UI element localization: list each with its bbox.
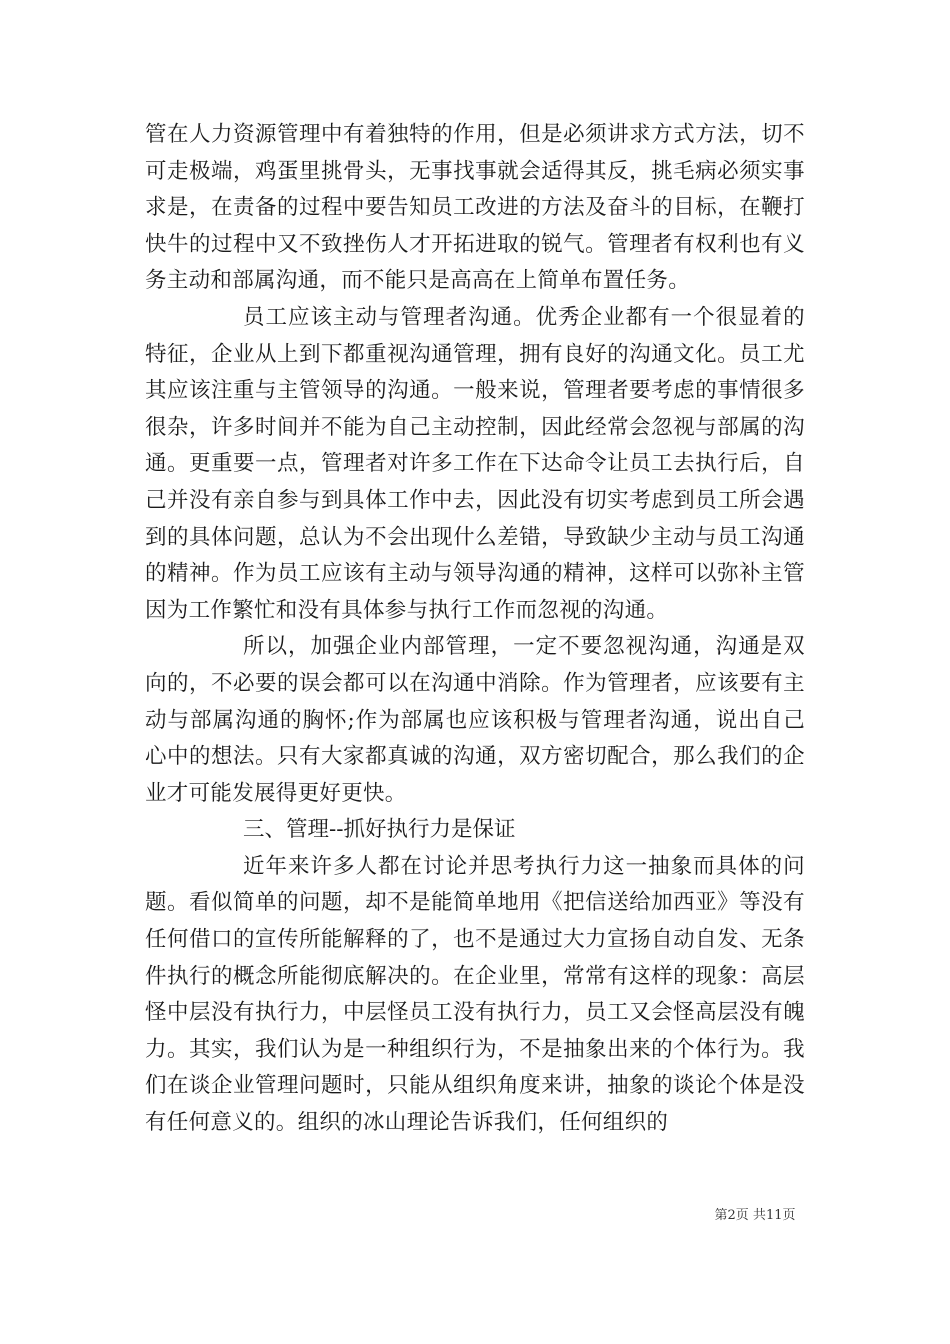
section-heading: 三、管理--抓好执行力是保证: [243, 817, 516, 843]
footer-middle: 页 共: [735, 1208, 766, 1223]
paragraph-1: 管在人力资源管理中有着独特的作用，但是必须讲求方式方法，切不可走极端，鸡蛋里挑骨头，无事找事就会适得其反，挑毛病必须实事求是，在责备的过程中要告知员工改进的方法及奋斗的目标，在鞭打快牛的过程中又不致挫伤人才开拓进取的锐气。管理者有权利也有义务主动和部属沟通，而不能只是高高在上简单布置任务。: [145, 122, 805, 294]
footer-current-page: 2: [727, 1208, 736, 1223]
footer-prefix: 第: [714, 1208, 728, 1223]
footer-total-pages: 11: [765, 1208, 783, 1223]
footer-suffix: 页: [782, 1208, 796, 1223]
paragraph-3: 所以，加强企业内部管理，一定不要忽视沟通，沟通是双向的，不必要的误会都可以在沟通中消除。作为管理者，应该要有主动与部属沟通的胸怀;作为部属也应该积极与管理者沟通，说出自己心中的想法。只有大家都真诚的沟通，双方密切配合，那么我们的企业才可能发展得更好更快。: [145, 634, 805, 806]
paragraph-4: 近年来许多人都在讨论并思考执行力这一抽象而具体的问题。看似简单的问题，却不是能简单地用《把信送给加西亚》等没有任何借口的宣传所能解释的了，也不是通过大力宣扬自动自发、无条件执行的概念所能彻底解决的。在企业里，常常有这样的现象：高层怪中层没有执行力，中层怪员工没有执行力，员工又会怪高层没有魄力。其实，我们认为是一种组织行为，不是抽象出来的个体行为。我们在谈企业管理问题时，只能从组织角度来讲，抽象的谈论个体是没有任何意义的。组织的冰山理论告诉我们，任何组织的: [145, 853, 805, 1136]
document-body: [145, 117, 805, 1142]
page-number: [715, 1204, 796, 1223]
paragraph-2: 员工应该主动与管理者沟通。优秀企业都有一个很显着的特征，企业从上到下都重视沟通管理，拥有良好的沟通文化。员工尤其应该注重与主管领导的沟通。一般来说，管理者要考虑的事情很多很杂，许多时间并不能为自己主动控制，因此经常会忽视与部属的沟通。更重要一点，管理者对许多工作在下达命令让员工去执行后，自己并没有亲自参与到具体工作中去，因此没有切实考虑到员工所会遇到的具体问题，总认为不会出现什么差错，导致缺少主动与员工沟通的精神。作为员工应该有主动与领导沟通的精神，这样可以弥补主管因为工作繁忙和没有具体参与执行工作而忽视的沟通。: [145, 304, 805, 623]
page-footer: [0, 1204, 950, 1223]
